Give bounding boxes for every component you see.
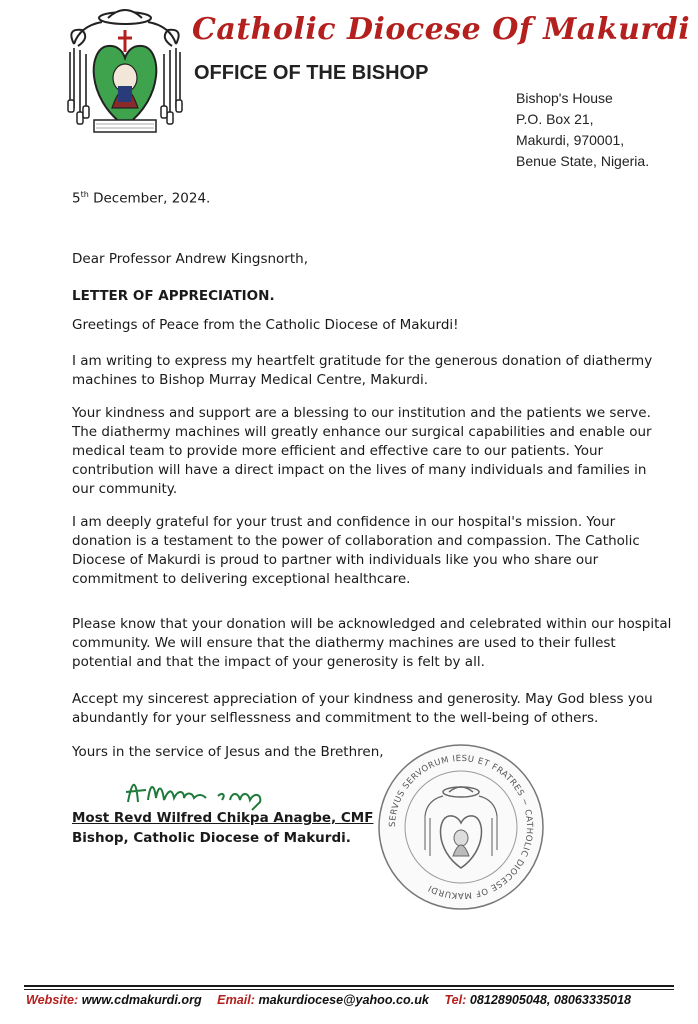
seal-text: SERVUS SERVORUM IESU ET FRATRES ~ CATHOLIC DIOCESE OF MAKURDI xyxy=(387,753,535,901)
paragraph: I am deeply grateful for your trust and confidence in our hospital's mission. Your donation is a testament to the power of collaboration and compassion. The Catholic Diocese of Makurdi is proud to partner with individuals like you who share our commitment to delivering exceptional healthcare. xyxy=(72,514,640,587)
address-line: P.O. Box 21, xyxy=(516,111,594,127)
signer-title: Bishop, Catholic Diocese of Makurdi. xyxy=(72,830,351,846)
footer-divider xyxy=(24,985,674,987)
paragraph: I am writing to express my heartfelt gratitude for the generous donation of diathermy machines to Bishop Murray Medical Centre, Makurdi. xyxy=(72,353,653,388)
footer-divider xyxy=(24,989,674,990)
diocese-name: Catholic Diocese Of Makurdi xyxy=(192,12,691,47)
paragraph: Your kindness and support are a blessing to our institution and the patients we serve. The diathermy machines will greatly enhance our surgical capabilities and enable our medical team to provide more efficient and effective care to our patients. Your contribution will have a direct impact on the lives of many individuals and families in our community. xyxy=(72,405,652,497)
paragraph: Accept my sincerest appreciation of your kindness and generosity. May God bless you abundantly for your selflessness and commitment to the well-being of others. xyxy=(72,691,653,726)
website-label: Website: xyxy=(26,993,79,1007)
address-block xyxy=(516,88,649,172)
date-rest: December, 2024. xyxy=(88,190,211,207)
official-seal-icon xyxy=(375,742,547,912)
letter-date xyxy=(72,190,210,207)
address-line: Bishop's House xyxy=(516,90,613,106)
date-suffix: th xyxy=(80,190,89,199)
email-label: Email: xyxy=(217,993,255,1007)
coat-of-arms-icon xyxy=(60,8,190,143)
letter-heading: LETTER OF APPRECIATION. xyxy=(72,288,275,304)
email-link[interactable]: makurdiocese@yahoo.co.uk xyxy=(258,993,429,1007)
closing: Yours in the service of Jesus and the Brethren, xyxy=(72,744,384,760)
paragraph: Greetings of Peace from the Catholic Diocese of Makurdi! xyxy=(72,317,459,333)
website-link[interactable]: www.cdmakurdi.org xyxy=(81,993,202,1007)
footer-contact xyxy=(26,993,631,1007)
signer-name: Most Revd Wilfred Chikpa Anagbe, CMF xyxy=(72,810,374,826)
tel-numbers: 08128905048, 08063335018 xyxy=(469,993,631,1007)
handwritten-signature-icon xyxy=(122,772,292,812)
office-title: OFFICE OF THE BISHOP xyxy=(194,62,429,84)
address-line: Makurdi, 970001, xyxy=(516,132,625,148)
salutation: Dear Professor Andrew Kingsnorth, xyxy=(72,251,308,267)
address-line: Benue State, Nigeria. xyxy=(516,153,650,169)
tel-label: Tel: xyxy=(444,993,467,1007)
date-day: 5 xyxy=(72,190,81,207)
paragraph: Please know that your donation will be acknowledged and celebrated within our hospital community. We will ensure that the diathermy machines are used to their fullest potential and that the impact of your generosity is felt by all. xyxy=(72,616,672,670)
